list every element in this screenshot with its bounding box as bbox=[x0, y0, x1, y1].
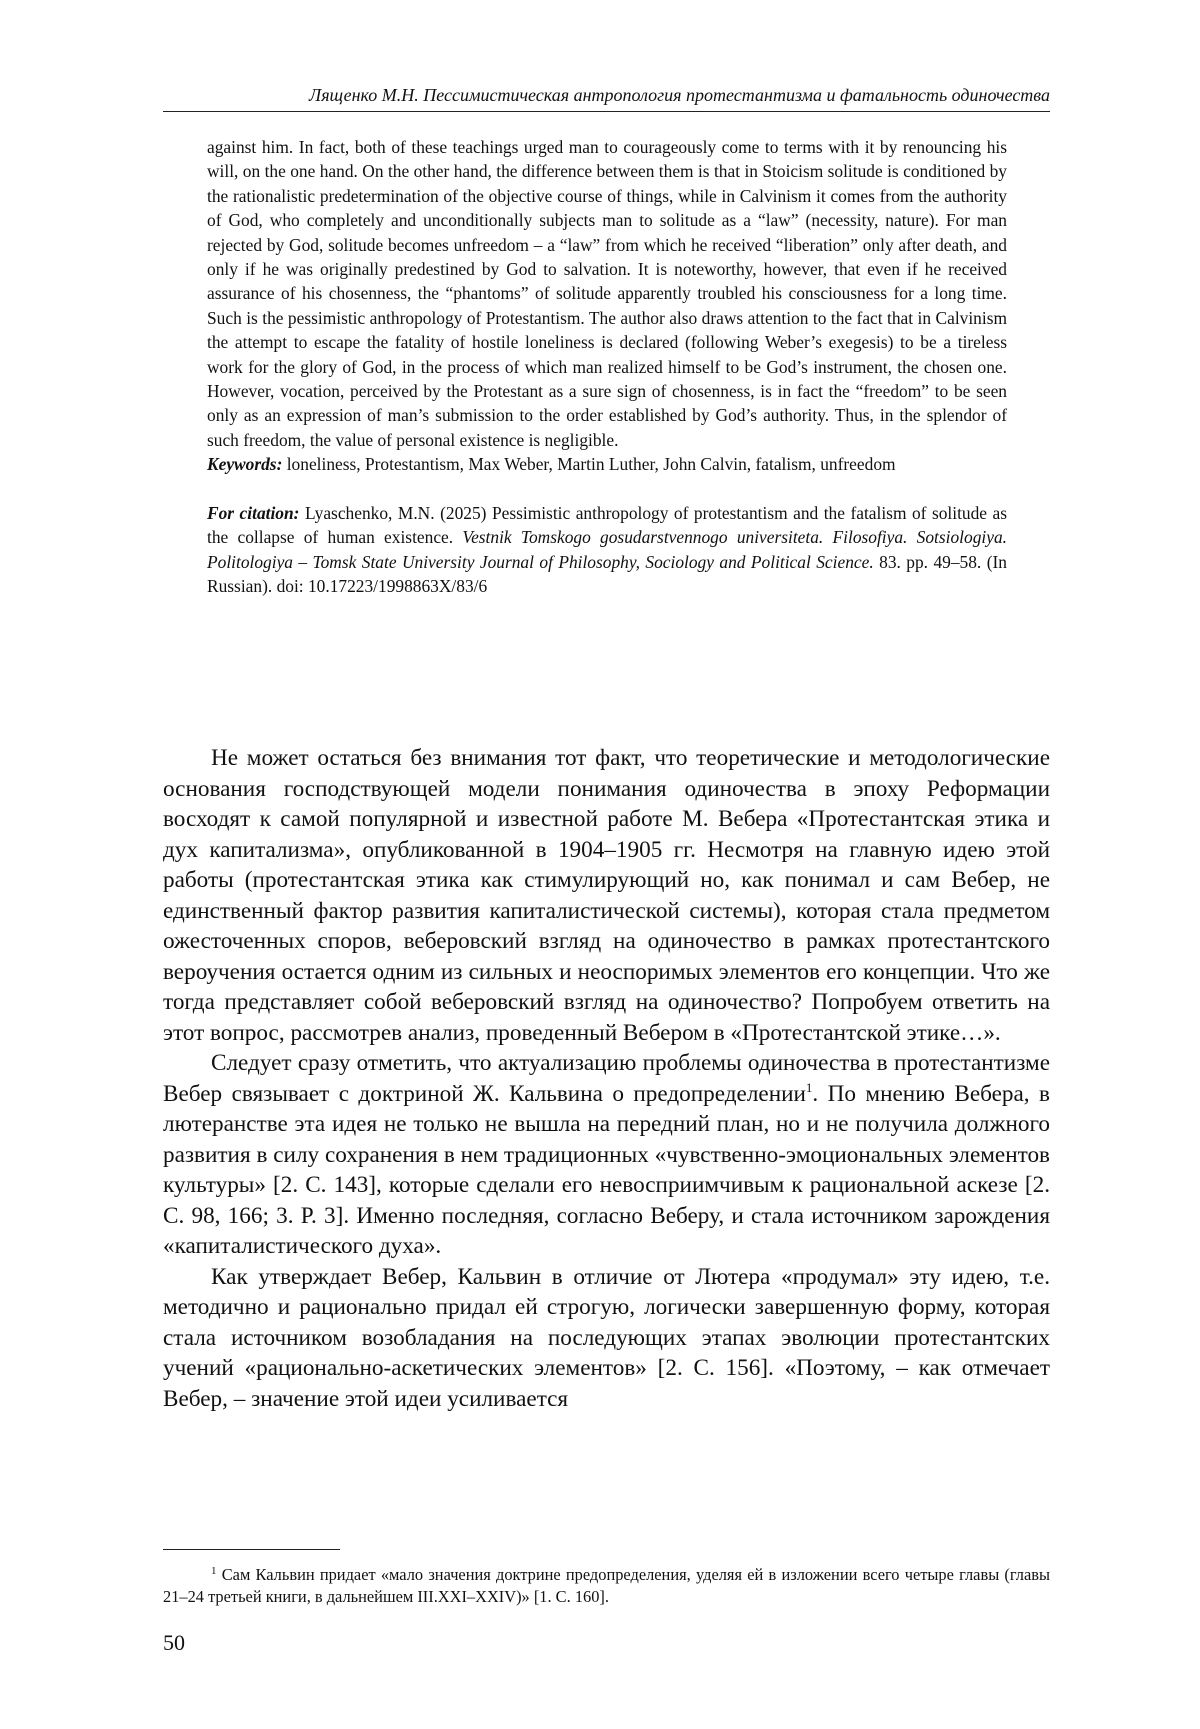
body-paragraph-2 bbox=[163, 1048, 1050, 1262]
main-text bbox=[163, 743, 1050, 1414]
abstract-block bbox=[207, 135, 1007, 598]
footnote-text: Сам Кальвин придает «мало значения доктрине предопределения, уделяя ей в изложении всего четыре главы (главы 21–24 третьей книги, в дальнейшем III.XXI–XXIV)» [1. С. 160]. bbox=[163, 1565, 1050, 1606]
body-paragraph-1: Не может остаться без внимания тот факт, что теоретические и методологические основания господствующей модели понимания одиночества в эпоху Реформации восходят к самой популярной и известной работе М. Вебера «Протестантская этика и дух капитализма», опубликованной в 1904–1905 гг. Несмотря на главную идею этой работы (протестантская этика как стимулирующий но, как понимал и сам Вебер, не единственный фактор развития капиталистической системы), которая стала предметом ожесточенных споров, веберовский взгляд на одиночество в рамках протестантского вероучения остается одним из сильных и неоспоримых элементов его концепции. Что же тогда представляет собой веберовский взгляд на одиночество? Попробуем ответить на этот вопрос, рассмотрев анализ, проведенный Вебером в «Протестантской этике…». bbox=[163, 745, 1050, 1046]
paragraph-2-text-before: Следует сразу отметить, что актуализацию проблемы одиночества в протестантизме Вебер связывает с доктриной Ж. Кальвина о предопределении bbox=[163, 1050, 1050, 1107]
keywords-label: Keywords: bbox=[207, 454, 283, 475]
keywords-line bbox=[207, 452, 1007, 476]
header-rule bbox=[163, 111, 1050, 112]
running-head: Лященко М.Н. Пессимистическая антропология протестантизма и фатальность одиночества bbox=[309, 85, 1050, 105]
citation-label: For citation: bbox=[207, 502, 300, 523]
footnote-mark: 1 bbox=[211, 1565, 217, 1577]
footnote-reference[interactable]: 1 bbox=[805, 1079, 813, 1095]
body-paragraph-3: Как утверждает Вебер, Кальвин в отличие от Лютера «продумал» эту идею, т.е. методично и рационально придал ей строгую, логически завершенную форму, которая стала источником возобладания на последующих этапах эволюции протестантских учений «рационально-аскетических элементов» [2. С. 156]. «Поэтому, – как отмечает Вебер, – значение этой идеи усиливается bbox=[163, 1263, 1050, 1412]
paragraph-2-text-after: . По мнению Вебера, в лютеранстве эта идея не только не вышла на передний план, но и не получила должного развития в силу сохранения в нем традиционных «чувственно-эмоциональных элементов культуры» [2. С. 143], которые сделали его невосприимчивым к рациональной аскезе [2. С. 98, 166; 3. P. 3]. Именно последняя, согласно Веберу, и стала источником зарождения «капиталистического духа». bbox=[163, 1080, 1050, 1259]
citation-text-after: 83. pp. 49–58. (In Russian). doi: 10.17223/1998863X/83/6 bbox=[207, 551, 1007, 596]
footnote-rule bbox=[163, 1549, 340, 1550]
citation-block bbox=[207, 501, 1007, 599]
citation-text-before: Lyaschenko, M.N. (2025) Pessimistic anthropology of protestantism and the fatalism of solitude as the collapse of human existence. bbox=[207, 502, 1007, 548]
page-number: 50 bbox=[163, 1630, 185, 1655]
keywords-list: loneliness, Protestantism, Max Weber, Martin Luther, John Calvin, fatalism, unfreedom bbox=[286, 454, 896, 475]
footnote bbox=[163, 1564, 1050, 1608]
citation-journal: Vestnik Tomskogo gosudarstvennogo universiteta. Filosofiya. Sotsiologiya. Politologiya – Tomsk State University Journal of Philosophy, Sociology and Political Science. bbox=[207, 527, 1007, 572]
abstract-text: against him. In fact, both of these teachings urged man to courageously come to terms with it by renouncing his will, on the one hand. On the other hand, the difference between them is that in Stoicism solitude is conditioned by the rationalistic predetermination of the objective course of things, while in Calvinism it comes from the authority of God, who completely and unconditionally subjects man to solitude as a “law” (necessity, nature). For man rejected by God, solitude becomes unfreedom – a “law” from which he received “liberation” only after death, and only if he was originally predestined by God to salvation. It is noteworthy, however, that even if he received assurance of his chosenness, the “phantoms” of solitude apparently troubled his consciousness for a long time. Such is the pessimistic anthropology of Protestantism. The author also draws attention to the fact that in Calvinism the attempt to escape the fatality of hostile loneliness is declared (following Weber’s exegesis) to be a tireless work for the glory of God, in the process of which man realized himself to be God’s instrument, the chosen one. However, vocation, perceived by the Protestant as a sure sign of chosenness, is in fact the “freedom” to be seen only as an expression of man’s submission to the order established by God’s authority. Thus, in the splendor of such freedom, the value of personal existence is negligible. bbox=[207, 137, 1007, 450]
